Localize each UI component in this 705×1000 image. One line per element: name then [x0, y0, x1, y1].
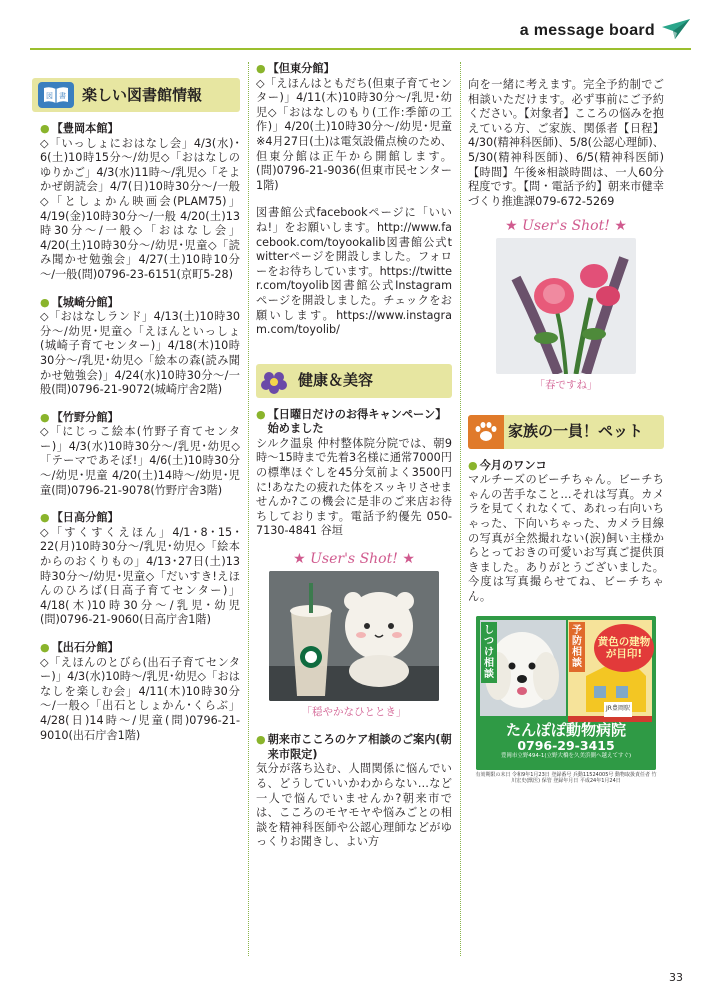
column-divider — [460, 62, 461, 956]
entry-text: マルチーズのビーチちゃん。ビーチちゃんの苦手なこと…それは写真。カメラを見てくれなくて、あれっ右向いちゃった、下向いちゃった、カメラ目線の写真が全然撮れない(涙)飼い主様からとっておきの可愛いお写真ご提供頂きました。ありがとうございました。今度は写真撮らせてね、ビーチちゃん。 — [468, 473, 664, 603]
entry-text: ◇「おはなしランド」4/13(土)10時30分～/幼児･児童◇「えほんといっしょ(城崎子育てセンター)」4/18(木)10時30分～/乳児･幼児◇「絵本の森(読み聞かせ勉強会)」4/24(水)10時30分～/一般(問)0796-21-9072(城崎庁舎2階) — [40, 310, 240, 397]
library-entry — [40, 511, 240, 628]
ad-phone: 0796-29-3415 — [517, 738, 615, 754]
library-social-text: 図書館公式facebookページに「いいね!」をお願いします。http://www.facebook.com/toyookalib図書館公式twitterページを開設しました。フォローをお待ちしています。https://twitter.com/toyolib図書館公式Instagramページを開設しました。チェックをお願いします。https://www.instagram.com/toyolib/ — [256, 206, 452, 337]
flower-icon — [256, 366, 292, 396]
library-entry — [40, 296, 240, 398]
health-entry — [256, 408, 452, 539]
bullet-icon: ● — [256, 733, 266, 747]
entry-title: 【豊岡本館】 — [51, 122, 119, 135]
bullet-icon: ● — [40, 410, 50, 424]
entry-title: 【出石分館】 — [51, 641, 119, 654]
bullet-icon: ● — [40, 295, 50, 309]
health-section-title: 健康＆美容 — [298, 371, 374, 390]
star-icon: ★ — [293, 551, 306, 568]
ad-clinic-name: たんぽぽ動物病院 — [505, 721, 626, 740]
ad-tag-prevention: 予防相談 — [569, 622, 585, 672]
photo-caption: 「春ですね」 — [534, 378, 598, 391]
masthead — [520, 18, 691, 44]
paper-plane-icon — [661, 18, 691, 44]
user-shot-text: User's Shot! — [310, 551, 398, 568]
entry-title: 【竹野分館】 — [51, 410, 119, 424]
column-3 — [468, 62, 664, 784]
ad-bubble: 黄色の建物が目印! — [594, 624, 654, 672]
kokoro-entry — [256, 733, 452, 850]
pet-entry — [468, 459, 664, 605]
library-entry — [40, 122, 240, 283]
star-icon: ★ — [614, 218, 627, 235]
entry-title: 朝来市こころのケア相談のご案内(朝来市限定) — [267, 733, 452, 761]
svg-text:図: 図 — [46, 92, 53, 100]
bullet-icon: ● — [256, 62, 266, 75]
library-entry — [256, 62, 452, 193]
user-shot-label — [256, 552, 452, 567]
entry-text: ◇「にじっこ絵本(竹野子育てセンター)」4/3(水)10時30分～/乳児･幼児◇「テーマであそぼ!」4/6(土)10時30分～/幼児･児童 4/20(土)14時～/幼児･児童(問)0796-21-9078(竹野庁舎3階) — [40, 425, 240, 497]
entry-title: 【日高分館】 — [51, 511, 119, 525]
vet-advertisement — [476, 616, 656, 770]
masthead-title: a message board — [519, 22, 655, 39]
entry-text: 気分が落ち込む、人間関係に悩んでいる、どうしていいかわからない…など一人で悩んでいませんか?朝来市では、こころのモヤモヤや悩みごとの相談を精神科医師や公認心理師などがゆっくりお聞きし、よい方 — [256, 762, 452, 849]
bullet-icon: ● — [40, 122, 50, 135]
photo-caption: 「穏やかなひととき」 — [301, 705, 407, 718]
ad-tag-training: しつけ相談 — [481, 622, 497, 683]
entry-title: 【日曜日だけのお得キャンペーン】始めました — [267, 407, 447, 436]
entry-text: ◇「えほんはともだち(但東子育てセンター)」4/11(木)10時30分～/乳児･幼児◇「おはなしのもり(工作:季節の工作)」4/20(土)10時30分～/幼児･児童※4月27日(土)は電気設備点検のため、但東分館は正午から開館します。(問)0796-21-9036(但東市民センター1階) — [256, 76, 452, 192]
kokoro-continued-text: 向を一緒に考えます。完全予約制でご相談いただけます。必ず事前にご予約ください。【対象者】こころの悩みを抱えている方、ご家族、関係者【日程】4/30(精神科医師)、5/8(公認心理師)、5/30(精神科医師)、6/5(精神科医師)【時間】午後※相談時間は、一人60分程度です。【問・電話予約】朝来市健幸づくり推進課079-672-5269 — [468, 78, 664, 208]
entry-text: ◇「いっしょにおはなし会」4/3(水)･6(土)10時15分～/幼児◇「おはなしのゆりかご」4/3(水)11時～/乳児◇「そよかぜ朗読会」4/7(日)10時30分～/一般◇「としょかん映画会(PLAM75)」4/19(金)10時30分～/一般 4/20(土)13時30分～/一般◇「おはなし会」4/20(土)10時30分～/幼児･児童◇「読み聞かせ勉強会」4/27(土)10時10分～/一般(問)0796-23-6151(京町5-28) — [40, 136, 240, 281]
column-2 — [256, 62, 452, 863]
health-section-header — [256, 364, 452, 398]
page-number: 33 — [669, 971, 683, 984]
pet-section-header — [468, 415, 664, 449]
column-divider — [248, 62, 249, 956]
entry-title: 【但東分館】 — [267, 62, 335, 75]
paw-icon — [468, 415, 504, 449]
star-icon: ★ — [402, 551, 415, 568]
top-rule — [30, 48, 691, 50]
user-shot-label — [468, 219, 664, 234]
library-entry — [40, 411, 240, 499]
column-1 — [40, 62, 240, 756]
library-section-header — [32, 78, 240, 112]
entry-text: ◇「すくすくえほん」4/1･8･15･22(月)10時30分～/乳児･幼児◇「絵本からのおくりもの」4/13･27日(土)13時30分～/幼児･児童◇「だいすき!えほんのひろば(日高子育てセンター)」4/18(木)10時30分～/乳児･幼児(問)0796-21-9060(日高庁舎1階) — [40, 525, 240, 627]
user-photo-drink — [269, 571, 439, 701]
entry-text: シルク温泉 仲村整体院分院では、朝9時～15時まで先着3名様に通常7000円の標準ほぐしを45分気前よく3500円に!あなたの疲れた体をスッキリさせませんか?この機会に是非のご来店お待ちしております。電話予約優先 050-7130-4841 谷垣 — [256, 436, 452, 538]
ad-address: 豊岡市立野494-1(立野大橋を久美浜側へ越えてすぐ) — [500, 753, 632, 760]
entry-text: ◇「えほんのとびら(出石子育てセンター)」4/3(水)10時～/乳児･幼児◇「おはなしを楽しむ会」4/11(木)10時30分～/一般◇「出石としょかん･くらぶ」4/28(日)14時～/児童(問)0796-21-9010(出石庁舎1階) — [40, 655, 240, 742]
bullet-icon: ● — [40, 641, 50, 654]
user-shot-text: User's Shot! — [522, 218, 610, 235]
ad-fine-print: 有効期限の末日 令和9年1月23日 登録番号 兵動11524005号 動物取扱責任者 竹川宏史(獣医) 保管 登録年月日 平成24年1月24日 — [475, 772, 657, 785]
user-photo-flowers — [496, 238, 636, 374]
svg-text:書: 書 — [59, 92, 66, 100]
entry-title: 今月のワンコ — [479, 458, 547, 472]
ad-map-label: JR豊岡駅 — [604, 702, 632, 717]
library-section-title: 楽しい図書館情報 — [82, 85, 203, 104]
bullet-icon: ● — [468, 458, 478, 472]
entry-title: 【城崎分館】 — [51, 295, 119, 309]
bullet-icon: ● — [40, 511, 50, 525]
open-book-icon — [38, 82, 74, 108]
bullet-icon: ● — [256, 407, 266, 421]
star-icon: ★ — [505, 218, 518, 235]
library-entry — [40, 641, 240, 743]
pet-section-title: 家族の一員！ペット — [508, 422, 644, 441]
